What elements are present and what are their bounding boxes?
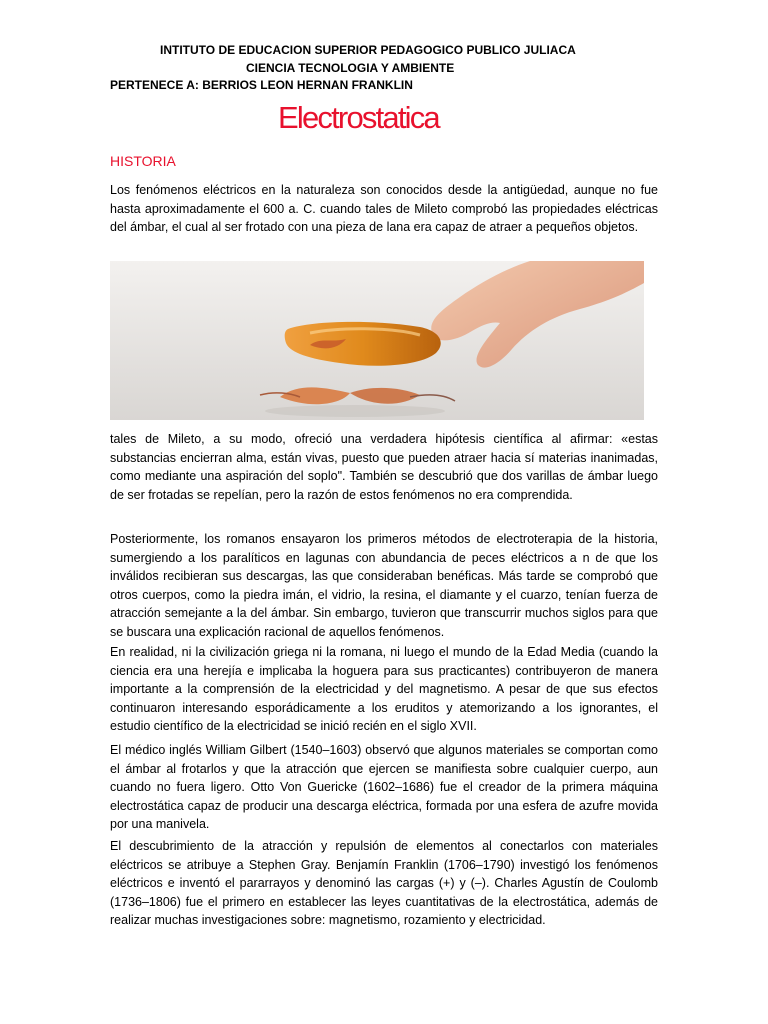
paragraph-2: tales de Mileto, a su modo, ofreció una verdadera hipótesis científica al afirmar: «estas substancias encierran alma, están vivas, puesto que pueden atraer hacia sí materias inanimadas, como mediante una aspiración del soplo". También se descubrió que dos varillas de ámbar luego de ser frotadas se repelían, pero la razón de estos fenómenos no era comprendida. (110, 432, 658, 502)
course-heading: CIENCIA TECNOLOGIA Y AMBIENTE (246, 61, 455, 75)
paragraph-5: El médico inglés William Gilbert (1540–1603) observó que algunos materiales se comportan como el ámbar al frotarlos y que la atracción que ejercen se manifiesta sobre cualquier cuerpo, aun cuando no fuera ligero. Otto Von Guericke (1602–1686) fue el creador de la primera máquina electrostática capaz de producir una descarga eléctrica, formada por una esfera de azufre movida por una manivela. (110, 743, 658, 832)
section-heading: HISTORIA (110, 153, 176, 169)
hand-amber-feather-illustration (110, 261, 644, 420)
document-title: Electrostatica (278, 100, 439, 135)
paragraph-6: El descubrimiento de la atracción y repulsión de elementos al conectarlos con materiales eléctricos se atribuye a Stephen Gray. Benjamín Franklin (1706–1790) investigó los fenómenos eléctricos e inventó el pararrayos y denominó las cargas (+) y (–). Charles Agustín de Coulomb (1736–1806) fue el primero en establecer las leyes cuantitativas de la electrostática, además de realizar muchas investigaciones sobre: magnetismo, rozamiento y electricidad. (110, 839, 658, 928)
paragraph-3: Posteriormente, los romanos ensayaron los primeros métodos de electroterapia de la historia, sumergiendo a los paralíticos en lagunas con abundancia de peces eléctricos a n de que los inválidos recibieran sus descargas, las que consideraban benéficas. Más tarde se comprobó que otros cuerpos, como la piedra imán, el vidrio, la resina, el diamante y el cuarzo, tenían fuerza de atracción semejante a la del ámbar. Sin embargo, tuvieron que transcurrir muchos siglos para que se buscara una explicación racional de aquellos fenómenos. (110, 532, 658, 639)
author-line: PERTENECE A: BERRIOS LEON HERNAN FRANKLIN (110, 78, 413, 92)
paragraph-1: Los fenómenos eléctricos en la naturaleza son conocidos desde la antigüedad, aunque no fue hasta aproximadamente el 600 a. C. cuando tales de Mileto comprobó las propiedades eléctricas del ámbar, el cual al ser frotado con una pieza de lana era capaz de atraer a pequeños objetos. (110, 183, 658, 235)
institute-heading: INTITUTO DE EDUCACION SUPERIOR PEDAGOGICO PUBLICO JULIACA (160, 43, 576, 57)
paragraph-4: En realidad, ni la civilización griega ni la romana, ni luego el mundo de la Edad Media (cuando la ciencia era una herejía e implicaba la hoguera para sus practicantes) contribuyeron de manera importante a la comprensión de la electricidad y del magnetismo. A pesar de que sus efectos continuaron interesando esporádicamente a los eruditos y atemorizando a los ignorantes, el estudio científico de la electricidad se inició recién en el siglo XVII. (110, 645, 658, 734)
amber-hand-photo (110, 261, 644, 420)
